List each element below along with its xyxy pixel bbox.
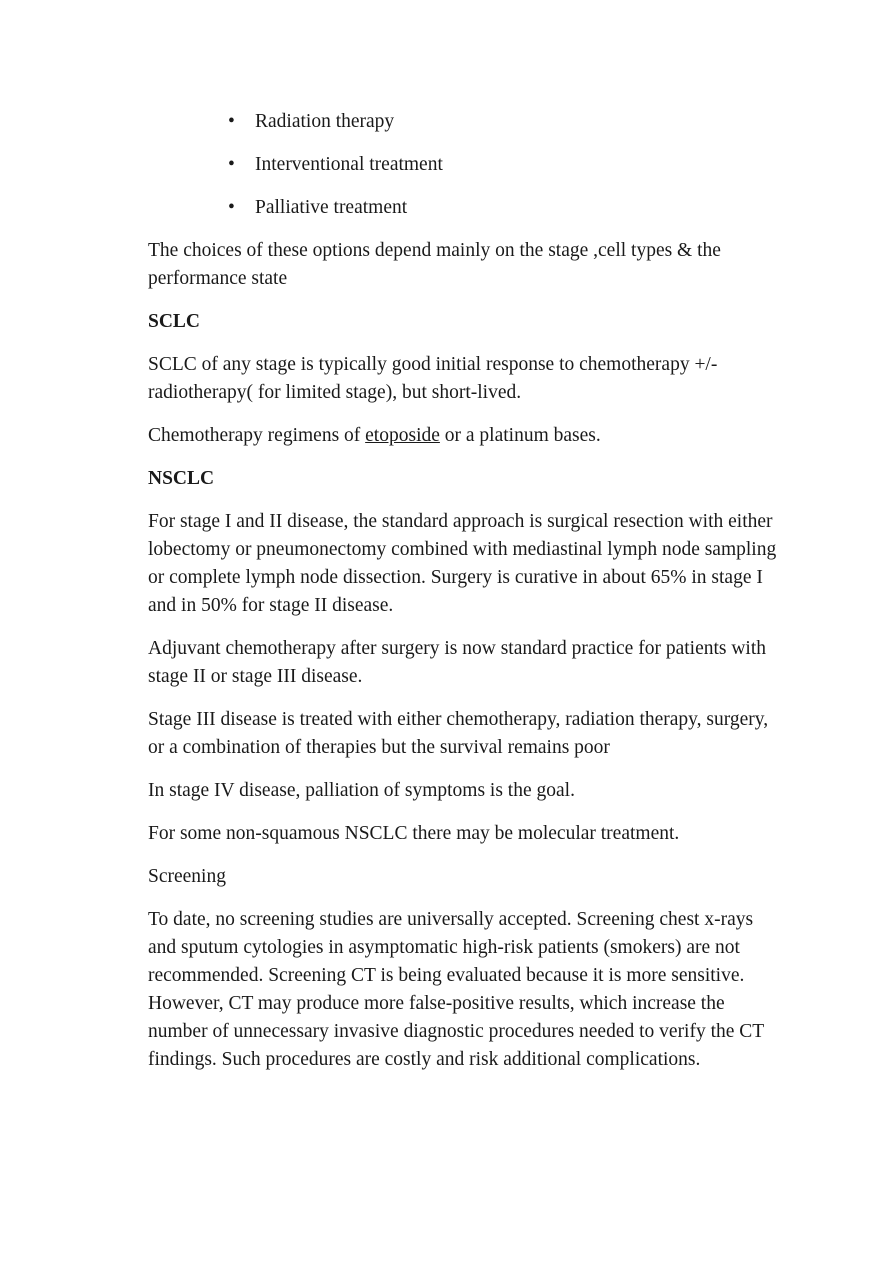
intro-paragraph: The choices of these options depend mainly on the stage ,cell types & the performance state <box>148 240 721 289</box>
nsclc-paragraph-1: For stage I and II disease, the standard approach is surgical resection with either lobectomy or pneumonectomy combined with mediastinal lymph node sampling or complete lymph node dissection. Surgery is curative in about 65% in stage I and in 50% for stage II disease. <box>148 511 777 616</box>
sclc-p2-after: or a platinum bases. <box>439 425 601 446</box>
screening-heading: Screening <box>148 866 226 887</box>
list-item <box>148 151 780 179</box>
list-item-label: Radiation therapy <box>255 111 395 132</box>
bullet-icon: • <box>228 111 235 132</box>
document-page <box>148 108 780 1089</box>
sclc-paragraph-2 <box>148 422 780 450</box>
screening-paragraph: To date, no screening studies are universally accepted. Screening chest x-rays and sputum cytologies in asymptomatic high-risk patients (smokers) are not recommended. Screening CT is being evaluated because it is more sensitive. However, CT may produce more false-positive results, which increase the number of unnecessary invasive diagnostic procedures needed to verify the CT findings. Such procedures are costly and risk additional complications. <box>148 909 764 1070</box>
list-item <box>148 108 780 136</box>
sclc-paragraph-1: SCLC of any stage is typically good initial response to chemotherapy +/- radiotherapy( for limited stage), but short-lived. <box>148 354 718 403</box>
sclc-heading: SCLC <box>148 311 201 332</box>
sclc-p2-before: Chemotherapy regimens of <box>148 425 366 446</box>
bullet-icon: • <box>228 154 235 175</box>
nsclc-paragraph-3: Stage III disease is treated with either chemotherapy, radiation therapy, surgery, or a combination of therapies but the survival remains poor <box>148 709 769 758</box>
nsclc-paragraph-5: For some non-squamous NSCLC there may be molecular treatment. <box>148 823 680 844</box>
nsclc-heading: NSCLC <box>148 468 215 489</box>
list-item-label: Palliative treatment <box>255 197 408 218</box>
bullet-icon: • <box>228 197 235 218</box>
treatment-list <box>148 108 780 222</box>
nsclc-paragraph-4: In stage IV disease, palliation of symptoms is the goal. <box>148 780 575 801</box>
nsclc-paragraph-2: Adjuvant chemotherapy after surgery is now standard practice for patients with stage II or stage III disease. <box>148 638 767 687</box>
list-item <box>148 194 780 222</box>
list-item-label: Interventional treatment <box>255 154 443 175</box>
etoposide-link[interactable]: etoposide <box>365 425 440 446</box>
